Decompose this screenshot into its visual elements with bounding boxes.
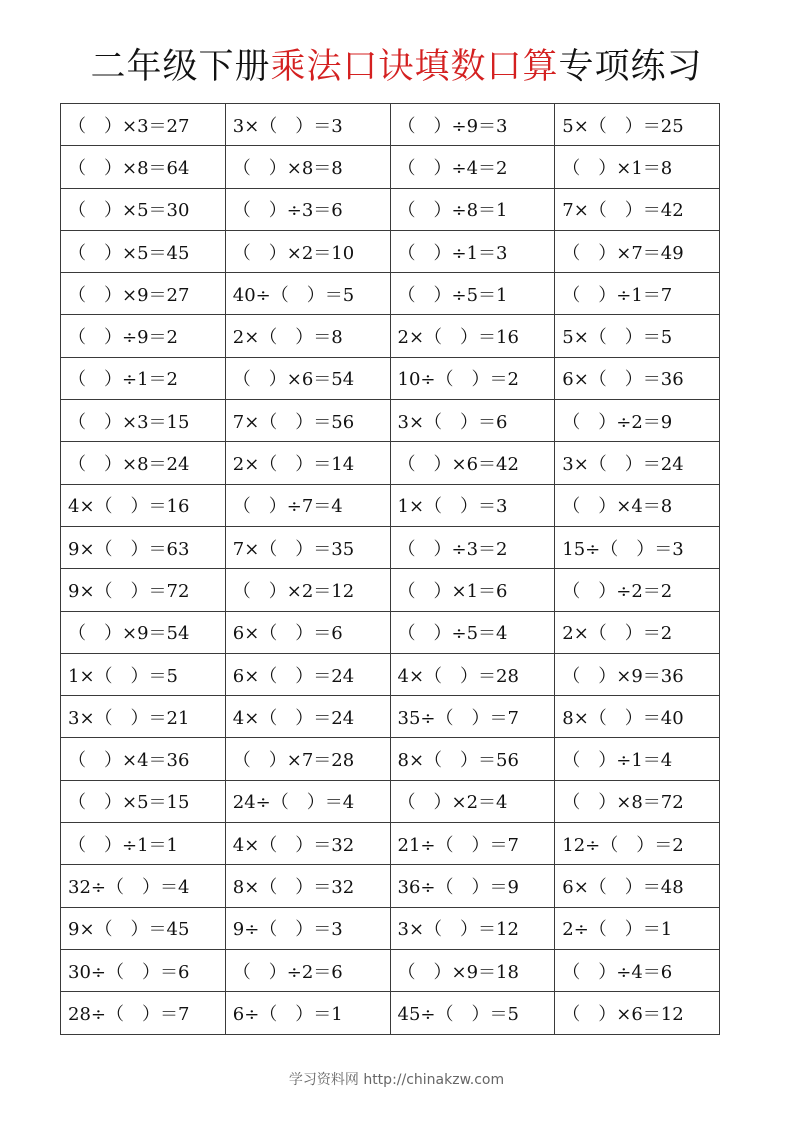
exercise-cell: 32÷（ ）＝4 [61,865,226,907]
exercise-cell: 5×（ ）＝25 [555,104,720,146]
exercise-table [60,103,720,1035]
footer-watermark: 学习资料网 http://chinakzw.com [288,1072,505,1088]
table-row [61,526,720,568]
exercise-cell: （ ）×3＝15 [61,400,226,442]
exercise-cell: 6×（ ）＝36 [555,357,720,399]
exercise-cell: 7×（ ）＝35 [225,526,390,568]
exercise-cell: 40÷（ ）＝5 [225,273,390,315]
exercise-cell: （ ）÷1＝3 [390,230,555,272]
exercise-cell: （ ）×1＝8 [555,146,720,188]
table-row [61,315,720,357]
exercise-cell: 30÷（ ）＝6 [61,949,226,991]
exercise-cell: （ ）×9＝54 [61,611,226,653]
table-row [61,569,720,611]
exercise-cell: 2×（ ）＝2 [555,611,720,653]
exercise-cell: 6×（ ）＝48 [555,865,720,907]
exercise-cell: 2×（ ）＝8 [225,315,390,357]
table-row [61,400,720,442]
exercise-cell: 45÷（ ）＝5 [390,992,555,1034]
exercise-cell: 10÷（ ）＝2 [390,357,555,399]
exercise-cell: 9÷（ ）＝3 [225,907,390,949]
table-row [61,611,720,653]
exercise-cell: （ ）×7＝49 [555,230,720,272]
table-row [61,696,720,738]
exercise-cell: （ ）÷2＝2 [555,569,720,611]
exercise-cell: 4×（ ）＝24 [225,696,390,738]
exercise-cell: （ ）×8＝24 [61,442,226,484]
exercise-cell: 4×（ ）＝32 [225,823,390,865]
exercise-cell: 3×（ ）＝21 [61,696,226,738]
exercise-cell: 5×（ ）＝5 [555,315,720,357]
exercise-cell: （ ）×5＝15 [61,780,226,822]
exercise-cell: （ ）×1＝6 [390,569,555,611]
exercise-cell: 6×（ ）＝24 [225,653,390,695]
exercise-cell: （ ）×7＝28 [225,738,390,780]
table-row [61,992,720,1034]
exercise-cell: 7×（ ）＝56 [225,400,390,442]
exercise-cell: 1×（ ）＝3 [390,484,555,526]
exercise-cell: 2×（ ）＝16 [390,315,555,357]
exercise-cell: （ ）÷9＝2 [61,315,226,357]
table-row [61,442,720,484]
table-row [61,865,720,907]
exercise-cell: 15÷（ ）＝3 [555,526,720,568]
table-row [61,484,720,526]
table-row [61,104,720,146]
table-row [61,188,720,230]
exercise-cell: （ ）×5＝30 [61,188,226,230]
exercise-cell: （ ）×9＝27 [61,273,226,315]
exercise-cell: 9×（ ）＝72 [61,569,226,611]
exercise-cell: （ ）÷1＝1 [61,823,226,865]
exercise-cell: 3×（ ）＝3 [225,104,390,146]
exercise-cell: （ ）×5＝45 [61,230,226,272]
exercise-cell: （ ）÷1＝4 [555,738,720,780]
exercise-cell: 8×（ ）＝32 [225,865,390,907]
exercise-cell: （ ）×2＝10 [225,230,390,272]
exercise-cell: 6÷（ ）＝1 [225,992,390,1034]
exercise-cell: （ ）÷5＝4 [390,611,555,653]
exercise-cell: 6×（ ）＝6 [225,611,390,653]
table-row [61,907,720,949]
exercise-cell: 9×（ ）＝45 [61,907,226,949]
table-row [61,780,720,822]
exercise-cell: 4×（ ）＝16 [61,484,226,526]
exercise-cell: 36÷（ ）＝9 [390,865,555,907]
exercise-cell: （ ）×6＝12 [555,992,720,1034]
table-row [61,823,720,865]
exercise-cell: 12÷（ ）＝2 [555,823,720,865]
table-row [61,949,720,991]
table-row [61,230,720,272]
exercise-cell: （ ）÷9＝3 [390,104,555,146]
exercise-cell: （ ）÷4＝2 [390,146,555,188]
exercise-cell: （ ）÷7＝4 [225,484,390,526]
exercise-cell: 2×（ ）＝14 [225,442,390,484]
exercise-cell: 7×（ ）＝42 [555,188,720,230]
exercise-cell: 8×（ ）＝56 [390,738,555,780]
exercise-cell: 28÷（ ）＝7 [61,992,226,1034]
exercise-cell: （ ）÷2＝9 [555,400,720,442]
table-row [61,146,720,188]
exercise-cell: （ ）÷3＝2 [390,526,555,568]
exercise-cell: （ ）×2＝4 [390,780,555,822]
exercise-cell: （ ）÷1＝2 [61,357,226,399]
exercise-cell: （ ）×6＝54 [225,357,390,399]
exercise-cell: 4×（ ）＝28 [390,653,555,695]
exercise-cell: 3×（ ）＝6 [390,400,555,442]
exercise-cell: （ ）÷3＝6 [225,188,390,230]
table-row [61,738,720,780]
exercise-cell: （ ）×4＝8 [555,484,720,526]
exercise-cell: （ ）×4＝36 [61,738,226,780]
exercise-cell: （ ）÷4＝6 [555,949,720,991]
exercise-cell: （ ）×8＝72 [555,780,720,822]
exercise-cell: （ ）÷8＝1 [390,188,555,230]
exercise-cell: （ ）×8＝8 [225,146,390,188]
table-row [61,653,720,695]
exercise-cell: （ ）×2＝12 [225,569,390,611]
table-row [61,273,720,315]
exercise-cell: 8×（ ）＝40 [555,696,720,738]
exercise-cell: （ ）×9＝36 [555,653,720,695]
exercise-cell: （ ）÷2＝6 [225,949,390,991]
page-title [0,44,793,90]
exercise-cell: 3×（ ）＝12 [390,907,555,949]
exercise-cell: （ ）×8＝64 [61,146,226,188]
exercise-cell: （ ）×9＝18 [390,949,555,991]
exercise-cell: （ ）×3＝27 [61,104,226,146]
title-grade: 二年级下册 [90,47,271,87]
table-row [61,357,720,399]
exercise-cell: 24÷（ ）＝4 [225,780,390,822]
exercise-cell: （ ）×6＝42 [390,442,555,484]
exercise-cell: （ ）÷5＝1 [390,273,555,315]
exercise-cell: 35÷（ ）＝7 [390,696,555,738]
exercise-cell: 21÷（ ）＝7 [390,823,555,865]
exercise-cell: 3×（ ）＝24 [555,442,720,484]
exercise-cell: 2÷（ ）＝1 [555,907,720,949]
title-suffix: 专项练习 [558,47,703,87]
exercise-table-body [61,104,720,1035]
title-topic: 乘法口诀填数口算 [270,47,559,87]
exercise-cell: 9×（ ）＝63 [61,526,226,568]
exercise-cell: 1×（ ）＝5 [61,653,226,695]
exercise-cell: （ ）÷1＝7 [555,273,720,315]
